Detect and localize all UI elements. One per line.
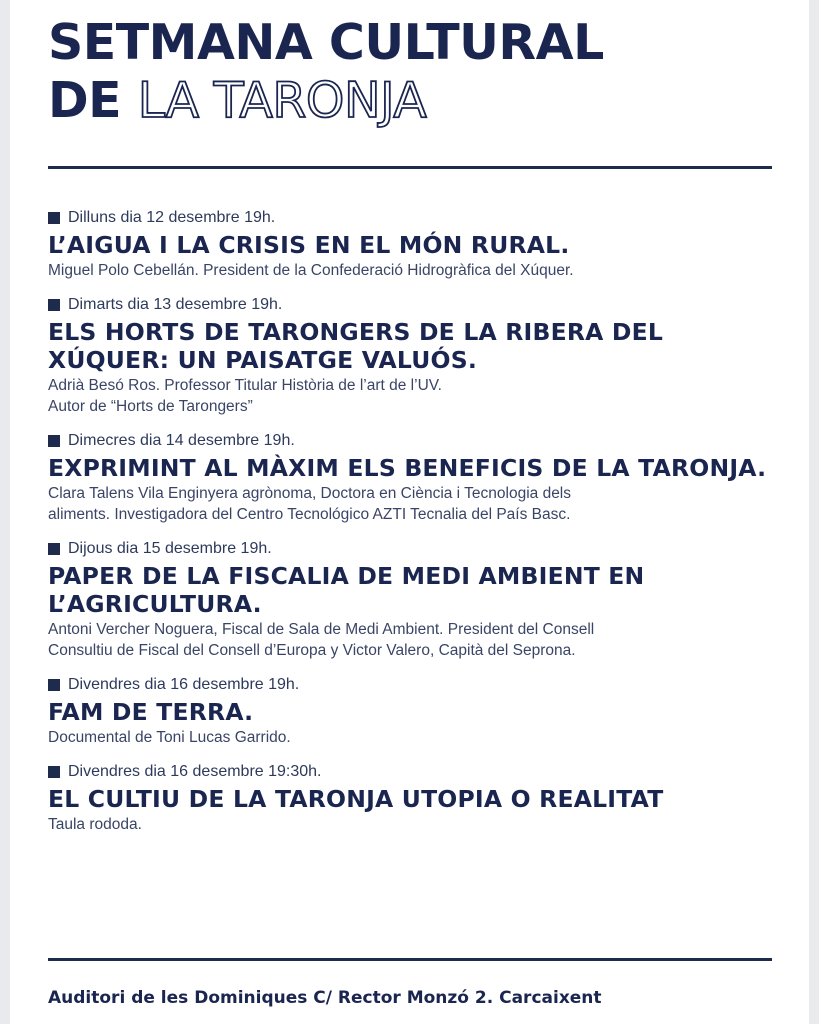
event-item (48, 675, 778, 748)
event-date-text: Divendres dia 16 desembre 19h. (68, 676, 300, 693)
square-bullet-icon (48, 679, 60, 691)
event-description-line: Antoni Vercher Noguera, Fiscal de Sala de Medi Ambient. President del Consell (48, 621, 595, 638)
event-item (48, 431, 778, 525)
event-description (48, 260, 778, 281)
event-description (48, 814, 778, 835)
event-date-text: Dimecres dia 14 desembre 19h. (68, 432, 295, 449)
event-description-line: Clara Talens Vila Enginyera agrònoma, Doctora en Ciència i Tecnologia dels (48, 485, 572, 502)
event-headline: PAPER DE LA FISCALIA DE MEDI AMBIENT EN L’AGRICULTURA. (48, 562, 645, 618)
event-description-line: Consultiu de Fiscal del Consell d’Europa y Victor Valero, Capità del Seprona. (48, 642, 576, 659)
event-headline: L’AIGUA I LA CRISIS EN EL MÓN RURAL. (48, 231, 570, 259)
event-date-text: Dijous dia 15 desembre 19h. (68, 540, 272, 557)
title-line-2-solid: DE (48, 72, 122, 129)
event-description-line: Adrià Besó Ros. Professor Titular Història de l’art de l’UV. (48, 377, 442, 394)
event-description (48, 483, 778, 525)
event-description-line: Miguel Polo Cebellán. President de la Confederació Hidrogràfica del Xúquer. (48, 262, 574, 279)
square-bullet-icon (48, 299, 60, 311)
title-line-1: SETMANA CULTURAL (48, 14, 604, 71)
event-date (48, 539, 778, 559)
event-description-line: Documental de Toni Lucas Garrido. (48, 729, 291, 746)
event-headline: ELS HORTS DE TARONGERS DE LA RIBERA DEL XÚQUER: UN PAISATGE VALUÓS. (48, 318, 664, 374)
event-item (48, 208, 778, 281)
event-description (48, 375, 778, 417)
event-description-line: aliments. Investigadora del Centro Tecnológico AZTI Tecnalia del País Basc. (48, 506, 571, 523)
event-date-text: Dilluns dia 12 desembre 19h. (68, 209, 276, 226)
event-date (48, 208, 778, 228)
top-divider (48, 166, 772, 169)
event-headline: EXPRIMINT AL MÀXIM ELS BENEFICIS DE LA TARONJA. (48, 454, 767, 482)
square-bullet-icon (48, 212, 60, 224)
square-bullet-icon (48, 766, 60, 778)
event-description-line: Taula rododa. (48, 816, 142, 833)
event-item (48, 539, 778, 661)
poster (10, 0, 809, 1024)
event-date (48, 762, 778, 782)
event-description (48, 619, 778, 661)
square-bullet-icon (48, 435, 60, 447)
event-headline: EL CULTIU DE LA TARONJA UTOPIA O REALITAT (48, 785, 664, 813)
bottom-divider (48, 958, 772, 961)
event-date-text: Divendres dia 16 desembre 19:30h. (68, 763, 322, 780)
venue-address: Auditori de les Dominiques C/ Rector Monzó 2. Carcaixent (48, 988, 602, 1008)
event-list (48, 208, 778, 849)
event-item (48, 295, 778, 417)
event-item (48, 762, 778, 835)
event-date (48, 295, 778, 315)
poster-title (48, 14, 604, 130)
event-date-text: Dimarts dia 13 desembre 19h. (68, 296, 283, 313)
square-bullet-icon (48, 543, 60, 555)
event-date (48, 431, 778, 451)
event-description-line: Autor de “Horts de Tarongers” (48, 398, 253, 415)
event-date (48, 675, 778, 695)
event-description (48, 727, 778, 748)
event-headline: FAM DE TERRA. (48, 698, 254, 726)
title-line-2-outline: LA TARONJA (137, 72, 427, 129)
